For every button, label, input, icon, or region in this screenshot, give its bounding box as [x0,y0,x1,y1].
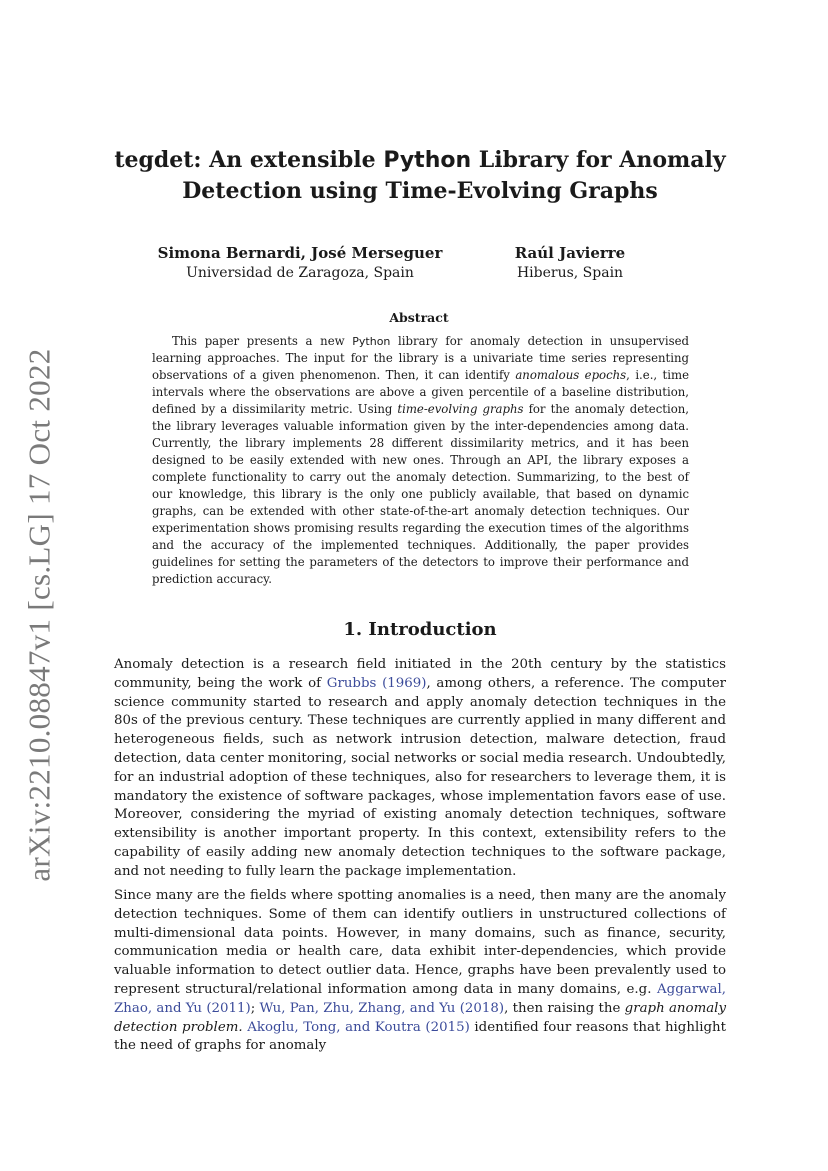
citation-link[interactable]: Grubbs (1969) [326,675,427,691]
title-line-2: Detection using Time-Evolving Graphs [182,178,658,204]
title-line-1: tegdet: An extensible Python Library for Anomaly [114,147,726,173]
intro-paragraph-2: Since many are the fields where spotting anomalies is a need, then many are the anomaly detection techniques. Some of them can identify outliers in unstructured collections of multi-dimensional data points. However, in many domains, such as finance, security, communication media or health care, data exhibit inter-dependencies, which provide valuable information to detect outlier data. Hence, graphs have been prevalently used to represent structural/relational information among data in many domains, e.g. Aggarwal, Zhao, and Yu (2011); Wu, Pan, Zhu, Zhang, and Yu (2018), then raising the graph anomaly detection problem. Akoglu, Tong, and Koutra (2015) identified four reasons that highlight the need of graphs for anomaly [114,888,726,1054]
author-names: Simona Bernardi, José Merseguer [157,244,443,262]
abstract-heading: Abstract [389,310,449,325]
paper-title [100,145,740,207]
citation-link[interactable]: Aggarwal, Zhao, and Yu (2011) [114,981,726,1016]
citation-link[interactable]: Akoglu, Tong, and Koutra (2015) [247,1019,470,1035]
citation-link[interactable]: Wu, Pan, Zhu, Zhang, and Yu (2018) [259,1000,505,1016]
author-affiliation: Hiberus, Spain [516,265,624,281]
author-block-2 [470,243,670,283]
arxiv-identifier [20,348,60,882]
abstract-text: This paper presents a new Python library for anomaly detection in unsupervised learning approaches. The input for the library is a univariate time series representing observations of a given phenomenon. Then, it can identify anomalous epochs, i.e., time intervals where the observations are above a given percentile of a baseline distribution, defined by a dissimilarity metric. Using time-evolving graphs for the anomaly detection, the library leverages valuable information given by the inter-dependencies among data. Currently, the library implements 28 different dissimilarity metrics, and it has been designed to be easily extended with new ones. Through an API, the library exposes a complete functionality to carry out the anomaly detection. Summarizing, to the best of our knowledge, this library is the only one publicly available, that based on dynamic graphs, can be extended with other state-of-the-art anomaly detection techniques. Our experimentation shows promising results regarding the execution times of the algorithms and the accuracy of the implemented techniques. Additionally, the paper provides guidelines for setting the parameters of the detectors to improve their performance and prediction accuracy. [152,334,689,586]
author-affiliation: Universidad de Zaragoza, Spain [186,265,414,281]
author-block-1 [135,243,465,283]
title-python-word: Python [383,148,472,173]
arxiv-identifier-text: arXiv:2210.08847v1 [cs.LG] 17 Oct 2022 [22,348,57,882]
author-names: Raúl Javierre [514,244,626,262]
intro-paragraph-1: Anomaly detection is a research field initiated in the 20th century by the statistics community, being the work of Grubbs (1969), among others, a reference. The computer science community started to research and apply anomaly detection techniques in the 80s of the previous century. These techniques are currently applied in many different and heterogeneous fields, such as network intrusion detection, malware detection, fraud detection, data center monitoring, social networks or social media research. Undoubtedly, for an industrial adoption of these techniques, also for researchers to leverage them, it is mandatory the existence of software packages, whose implementation favors ease of use. Moreover, considering the myriad of existing anomaly detection techniques, software extensibility is another important property. In this context, extensibility refers to the capability of easily adding new anomaly detection techniques to the software package, and not needing to fully learn the package implementation. [114,657,726,879]
section-heading-introduction: 1. Introduction [343,619,497,640]
